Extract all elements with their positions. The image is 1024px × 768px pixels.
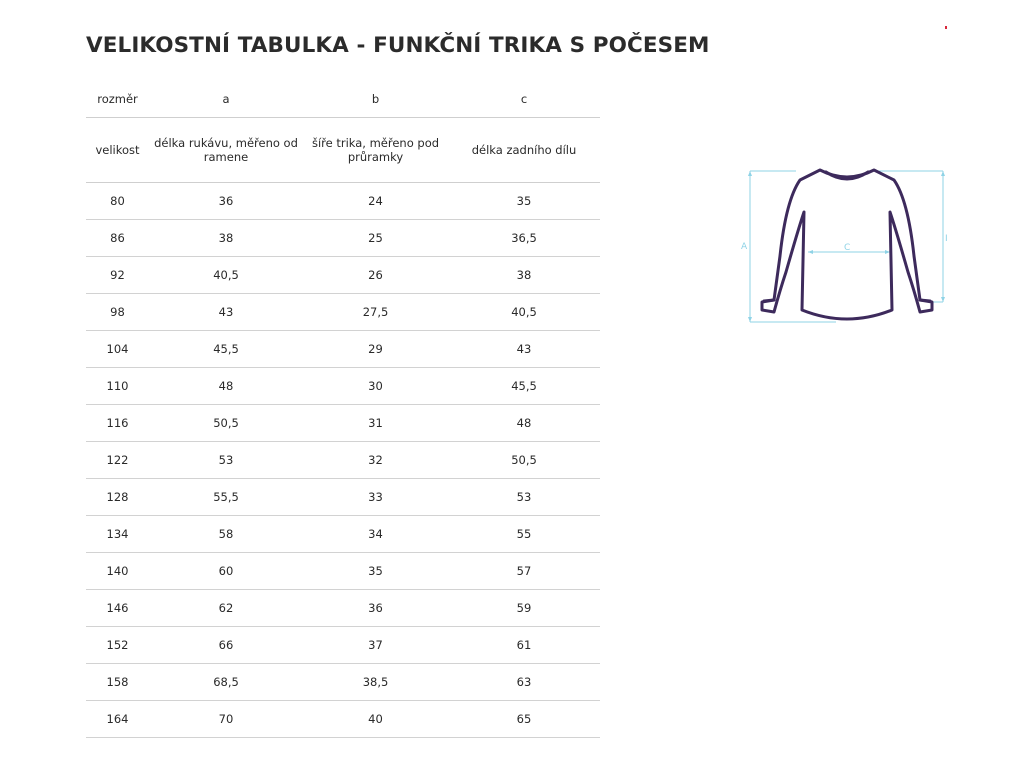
cell-a: 68,5 bbox=[149, 664, 303, 701]
cell-b: 34 bbox=[303, 516, 448, 553]
arrow-a-bottom bbox=[748, 317, 752, 322]
label-i: I bbox=[945, 234, 948, 244]
table-row bbox=[86, 183, 600, 220]
shirt-measurement-diagram bbox=[736, 160, 958, 332]
cell-c: 55 bbox=[448, 516, 600, 553]
cell-c: 65 bbox=[448, 701, 600, 738]
cell-a: 60 bbox=[149, 553, 303, 590]
cell-a: 40,5 bbox=[149, 257, 303, 294]
cell-b: 37 bbox=[303, 627, 448, 664]
header-back-length: délka zadního dílu bbox=[448, 118, 600, 183]
header-description-row bbox=[86, 118, 600, 183]
cell-size: 134 bbox=[86, 516, 149, 553]
cell-size: 98 bbox=[86, 294, 149, 331]
header-shirt-width: šíře trika, měřeno pod průramky bbox=[303, 118, 448, 183]
table-row bbox=[86, 479, 600, 516]
table-row bbox=[86, 294, 600, 331]
table-row bbox=[86, 405, 600, 442]
cell-b: 31 bbox=[303, 405, 448, 442]
cell-c: 48 bbox=[448, 405, 600, 442]
cell-size: 80 bbox=[86, 183, 149, 220]
arrow-c-left bbox=[808, 250, 813, 254]
cell-size: 116 bbox=[86, 405, 149, 442]
cell-size: 128 bbox=[86, 479, 149, 516]
cell-c: 38 bbox=[448, 257, 600, 294]
cell-size: 164 bbox=[86, 701, 149, 738]
header-rozmer: rozměr bbox=[97, 92, 138, 106]
cell-a: 66 bbox=[149, 627, 303, 664]
cell-c: 50,5 bbox=[448, 442, 600, 479]
cell-c: 36,5 bbox=[448, 220, 600, 257]
header-b: b bbox=[371, 92, 380, 106]
table-row bbox=[86, 257, 600, 294]
cell-b: 29 bbox=[303, 331, 448, 368]
cell-size: 104 bbox=[86, 331, 149, 368]
cell-c: 61 bbox=[448, 627, 600, 664]
cell-b: 27,5 bbox=[303, 294, 448, 331]
cell-b: 33 bbox=[303, 479, 448, 516]
table-row bbox=[86, 220, 600, 257]
cell-a: 45,5 bbox=[149, 331, 303, 368]
cell-c: 59 bbox=[448, 590, 600, 627]
cell-a: 55,5 bbox=[149, 479, 303, 516]
cell-c: 63 bbox=[448, 664, 600, 701]
label-c: C bbox=[844, 243, 851, 253]
cell-c: 45,5 bbox=[448, 368, 600, 405]
cell-b: 40 bbox=[303, 701, 448, 738]
table-row bbox=[86, 368, 600, 405]
cell-b: 25 bbox=[303, 220, 448, 257]
cell-a: 58 bbox=[149, 516, 303, 553]
cell-a: 62 bbox=[149, 590, 303, 627]
cell-c: 57 bbox=[448, 553, 600, 590]
cell-b: 35 bbox=[303, 553, 448, 590]
arrow-a-top bbox=[748, 171, 752, 176]
cell-size: 140 bbox=[86, 553, 149, 590]
cell-a: 48 bbox=[149, 368, 303, 405]
page-title: VELIKOSTNÍ TABULKA - FUNKČNÍ TRIKA S POČESEM bbox=[86, 33, 710, 58]
size-table bbox=[86, 81, 600, 738]
table-row bbox=[86, 516, 600, 553]
cell-c: 53 bbox=[448, 479, 600, 516]
table-row bbox=[86, 627, 600, 664]
cell-a: 53 bbox=[149, 442, 303, 479]
cell-size: 122 bbox=[86, 442, 149, 479]
arrow-i-top bbox=[941, 171, 945, 176]
header-a: a bbox=[222, 92, 230, 106]
cell-b: 30 bbox=[303, 368, 448, 405]
header-letters-row bbox=[86, 81, 600, 118]
table-row bbox=[86, 590, 600, 627]
arrow-i-bottom bbox=[941, 297, 945, 302]
cell-a: 36 bbox=[149, 183, 303, 220]
cell-a: 38 bbox=[149, 220, 303, 257]
header-c: c bbox=[520, 92, 528, 106]
cell-b: 24 bbox=[303, 183, 448, 220]
table-row bbox=[86, 331, 600, 368]
table-row bbox=[86, 442, 600, 479]
cell-b: 32 bbox=[303, 442, 448, 479]
cell-size: 158 bbox=[86, 664, 149, 701]
cell-b: 26 bbox=[303, 257, 448, 294]
cell-a: 43 bbox=[149, 294, 303, 331]
cell-size: 110 bbox=[86, 368, 149, 405]
cell-b: 38,5 bbox=[303, 664, 448, 701]
table-row bbox=[86, 701, 600, 738]
arrow-c-right bbox=[885, 250, 890, 254]
cell-b: 36 bbox=[303, 590, 448, 627]
cell-c: 40,5 bbox=[448, 294, 600, 331]
left-cuff-seam bbox=[764, 300, 774, 301]
table-row bbox=[86, 664, 600, 701]
cell-size: 146 bbox=[86, 590, 149, 627]
cell-a: 70 bbox=[149, 701, 303, 738]
label-a: A bbox=[741, 242, 748, 252]
cell-size: 92 bbox=[86, 257, 149, 294]
cell-c: 43 bbox=[448, 331, 600, 368]
header-sleeve-length: délka rukávu, měřeno od ramene bbox=[149, 118, 303, 183]
right-cuff-seam bbox=[920, 300, 930, 301]
cell-c: 35 bbox=[448, 183, 600, 220]
cell-size: 86 bbox=[86, 220, 149, 257]
corner-mark bbox=[945, 26, 947, 29]
cell-a: 50,5 bbox=[149, 405, 303, 442]
header-velikost: velikost bbox=[86, 118, 149, 183]
table-row bbox=[86, 553, 600, 590]
cell-size: 152 bbox=[86, 627, 149, 664]
